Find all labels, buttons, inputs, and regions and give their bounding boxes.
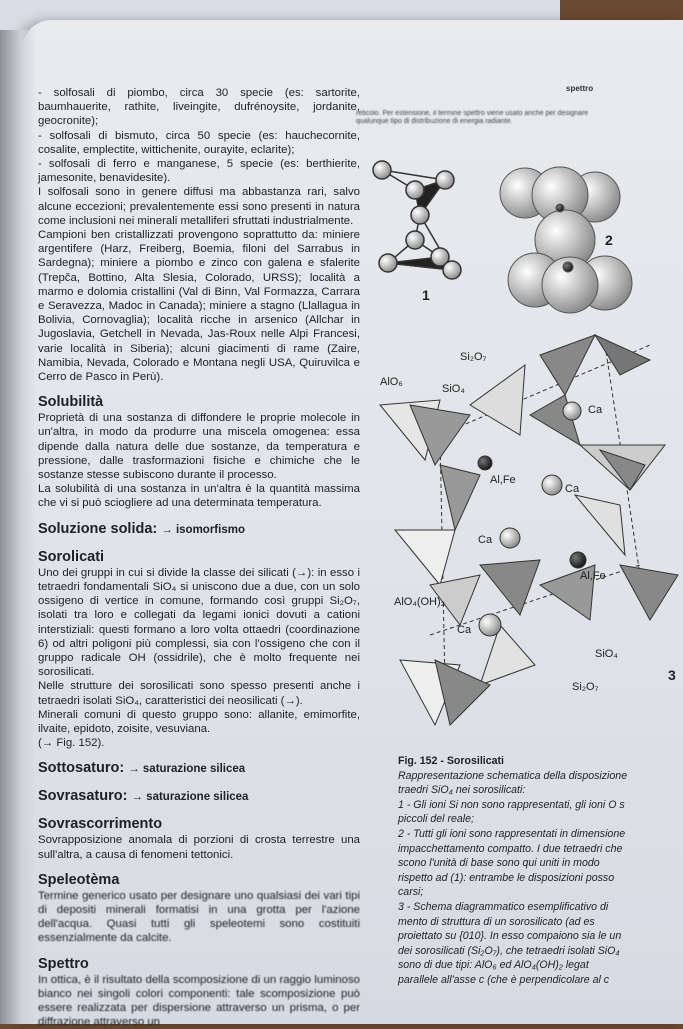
solfosali-paragraph: - solfosali di piombo, circa 30 specie (es: sartorite, baumhauerite, rathite, liveingite, dufrénoysite, jordanite, geocronite); [38,87,360,128]
diagram-3-structure [380,335,678,725]
entry-paragraph: La solubilità di una sostanza in un'altra è la quantità massima che vi si può sciogliere ad una determinata temperatura. [38,483,360,510]
label-sio4-bottom: SiO₄ [595,648,618,660]
caption-line: piccoli del reale; [398,813,474,826]
label-diagram-1: 1 [422,287,430,303]
figure-152 [360,145,680,745]
entry-paragraph: Nelle strutture dei sorosilicati sono spesso presenti anche i tetraedri isolati SiO₄, caratteristici dei neosilicati (→). [38,680,360,707]
caption-line: 2 - Tutti gli ioni sono rappresentati in dimensione [398,827,626,840]
solfosali-paragraph: I solfosali sono in genere diffusi ma abbastanza rari, salvo alcune eccezioni; prevalentemente essi sono presenti in natura come inclusioni nei minerali metalliferi sfruttati industrialmente. [38,186,360,227]
caption-line: parallele all'asse c (che è perpendicolare al c [398,973,610,986]
entry-term: Sovrasaturo: [38,788,128,805]
entry-paragraph: (→ Fig. 152). [38,737,105,750]
entry-heading [38,549,360,566]
label-alo4oh2: AlO₄(OH)₂ [394,596,445,608]
label-alo6: AlO₆ [380,376,403,388]
caption-line: dei sorosilicati (Si₂O₇), che tetraedri isolati SiO₄ [398,944,620,957]
entry-paragraph: Sovrapposizione anomala di porzioni di crosta terrestre una sull'altra, a causa di fenomeni tettonici. [38,834,360,861]
caption-title: Fig. 152 - Sorosilicati [398,755,504,767]
book-gutter [0,30,36,1024]
solfosali-paragraph: Campioni ben cristallizzati provengono soprattutto da: miniere argentifere (Harz, Freiberg, Boemia, filoni del Sarrabus in Sardegna); miniere a piombo e zinco con galena e sfalerite (Trepča, Bottino, Alta Slesia, Colorado, URSS); località a marmo e dolomia cristallini (Val di Binn, Val Formazza, Carrara e Seravezza, Madoc in Canada); miniere a stagno (Llallagua in Bolivia, Cornovaglia); località ricche in arsenico (Allchar in Jugoslavia, Getchell in Nevada, Jas-Roux nelle Alpi Francesi, varie località in Siberia); alcuni giacimenti di rame (Zaire, Namibia, Nevada, Colorado e Montana negli USA, Quiruvilca e Cerro de Pasco in Perù). [38,229,360,384]
entry-paragraph: Minerali comuni di questo gruppo sono: allanite, emimorfite, ilvaite, epidoto, zoisite, vesuviana. [38,708,360,735]
caption-line: 3 - Schema diagrammatico esemplificativo di [398,900,609,913]
entry-paragraph: Termine generico usato per designare uno qualsiasi dei vari tipi di depositi minerali formatisi in una grotta per l'azione dell'acqua. Quasi tutti gli speleotemi sono costituiti essenzialmente da calcite. [38,889,360,945]
caption-line: rispetto ad (1): entrambe le disposizioni posso [398,871,615,884]
caption-line: proiettato su {010}. In esso compaiono sia le un [398,930,622,943]
entry-heading [38,760,360,778]
entry-term: Soluzione solida: [38,520,158,537]
caption-line: mento di struttura di un sorosilicato (ad es [398,915,595,928]
label-al-fe-1: Al,Fe [490,474,516,486]
entry-term: Sorolicati [38,548,105,565]
label-si2o7-top: Si₂O₇ [460,351,487,363]
entry-cross-reference[interactable]: → isomorfismo [161,523,245,536]
entry-term: Speleotèma [38,871,120,888]
right-column-intro: reticolo. Per estensione, il termine spettro viene usato anche per designare qualunque tipo di distribuzione di energia radiante. [356,110,589,125]
label-sio4-top: SiO₄ [442,383,465,395]
entry-heading [38,956,360,973]
entry-term: Sottosaturo: [38,760,125,777]
entry-term: Solubilità [38,394,104,411]
figure-caption [398,754,678,988]
label-ca-3: Ca [478,534,493,546]
caption-line: sono di due tipi: AlO₆ ed AlO₄(OH)₂ legat [398,959,589,972]
caption-line: traedri SiO₄ nei sorosilicati: [398,784,526,797]
caption-line: scono l'unità di base sono qui uniti in modo [398,857,600,870]
label-al-fe-2: Al,Fe [580,570,606,582]
solfosali-paragraph: - solfosali di ferro e manganese, 5 specie (es: berthierite, jamesonite, benavidesite). [38,158,360,185]
entry-term: Spettro [38,955,89,972]
entry-paragraph: Uno dei gruppi in cui si divide la classe dei silicati (→): in esso i tetraedri fondamentali SiO₄ si uniscono due a due, con un solo ossigeno di vertice in comune, formando così gruppi Si₂O₇, isolati tra loro e collegati da legami ionici dovuti a cationi interstiziali: questi formano a loro volta ottaedri (coordinazione 6) od altri poligoni più complessi, sia con l'ossigeno che con il gruppo radicale OH (ossidrile), che è molto frequente nei sorosilicati. [38,566,360,679]
entry-heading [38,872,360,889]
entry-heading [38,521,360,539]
label-ca-4: Ca [457,624,472,636]
label-diagram-2: 2 [605,232,613,248]
entry-term: Sovrascorrimento [38,816,163,833]
running-head: spettro [566,84,594,93]
entry-heading [38,394,360,411]
entry-cross-reference[interactable]: → saturazione silicea [131,791,249,804]
entry-paragraph: Proprietà di una sostanza di diffondere le proprie molecole in un'altra, in modo da produrre una miscela omogenea: essa dipende dalla natura delle due sostanze, da temperatura e pressione, dalle trasformazioni fisiche e chimiche che le sostanze stesse subiscono durante il processo. [38,412,360,482]
caption-line: carsi; [398,886,424,899]
label-ca-1: Ca [588,404,603,416]
entry-cross-reference[interactable]: → saturazione silicea [128,763,246,776]
entry-heading [38,816,360,833]
left-column [38,86,360,1029]
entry-paragraph: In ottica, è il risultato della scomposizione di un raggio luminoso bianco nei singoli colori componenti: tale scomposizione può essere realizzata per dispersione attraverso un prisma, o per diffrazione attraverso un [38,973,360,1029]
caption-line: 1 - Gli ioni Si non sono rappresentati, gli ioni O s [398,798,625,811]
caption-line: impacchettamento compatto. I due tetraedri che [398,842,623,855]
solfosali-paragraph: - solfosali di bismuto, circa 50 specie (es: hauchecornite, cosalite, emplectite, wittichenite, ourayite, eclarite); [38,129,360,156]
label-ca-2: Ca [565,483,580,495]
entry-heading [38,788,360,806]
caption-line: Rappresentazione schematica della disposizione [398,769,628,782]
label-diagram-3: 3 [668,667,676,683]
label-si2o7-bottom: Si₂O₇ [572,681,599,693]
diagram-1-ball-and-stick [373,161,461,279]
